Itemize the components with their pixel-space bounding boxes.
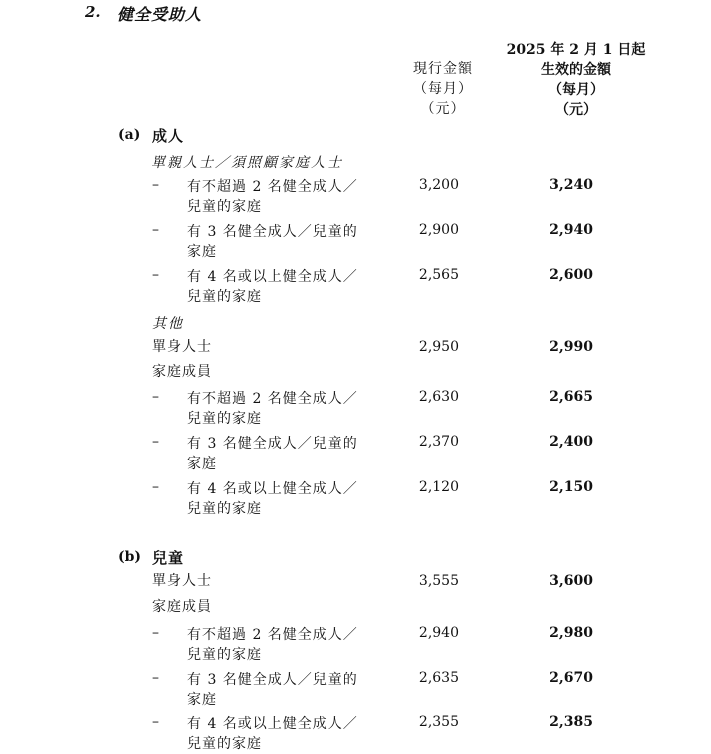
dash: – <box>152 670 159 686</box>
row-label-line: 兒童的家庭 <box>187 501 262 517</box>
dash: – <box>152 267 159 283</box>
row-label-line: 家庭 <box>187 692 217 708</box>
row-label-line: 家庭 <box>187 456 217 472</box>
row-label-line: 有 4 名或以上健全成人／ <box>187 481 358 497</box>
row-label-line: 兒童的家庭 <box>187 289 262 305</box>
value-new: 3,600 <box>549 573 593 589</box>
subsection-a-label: (a) <box>118 127 141 143</box>
value-current: 2,370 <box>418 434 459 450</box>
value-current: 2,630 <box>418 389 459 405</box>
column-header-current-line: （每月） <box>413 81 473 97</box>
row-label-line: 有 4 名或以上健全成人／ <box>187 269 358 285</box>
value-new: 2,990 <box>549 339 593 355</box>
dash: – <box>152 479 159 495</box>
row-label <box>187 389 358 429</box>
value-current: 2,950 <box>418 339 459 355</box>
section-title: 健全受助人 <box>117 5 203 24</box>
dash: – <box>152 714 159 730</box>
dash: – <box>152 222 159 238</box>
row-label <box>187 670 358 710</box>
dash: – <box>152 625 159 641</box>
column-header-new-line: 2025 年 2 月 1 日起 <box>506 42 646 58</box>
row-label-line: 有 3 名健全成人／兒童的 <box>187 224 358 240</box>
row-label-line: 兒童的家庭 <box>187 647 262 663</box>
value-current: 2,565 <box>418 267 459 283</box>
value-new: 2,400 <box>549 434 593 450</box>
category-others: 其他 <box>152 316 184 332</box>
row-family-members: 家庭成員 <box>152 599 212 615</box>
row-label-line: 有 3 名健全成人／兒童的 <box>187 436 358 452</box>
value-current: 2,635 <box>418 670 459 686</box>
row-label-line: 兒童的家庭 <box>187 411 262 427</box>
value-new: 2,600 <box>549 267 593 283</box>
row-label <box>187 479 358 519</box>
dash: – <box>152 434 159 450</box>
row-label-line: 兒童的家庭 <box>187 736 262 752</box>
subsection-b-title: 兒童 <box>152 549 185 567</box>
value-current: 2,120 <box>418 479 459 495</box>
column-header-current-line: （元） <box>420 101 466 117</box>
value-new: 2,670 <box>549 670 593 686</box>
category-single-parent: 單親人士／須照顧家庭人士 <box>151 155 343 171</box>
value-new: 2,385 <box>549 714 593 730</box>
column-header-current-line: 現行金額 <box>413 61 473 77</box>
row-label <box>187 434 358 474</box>
row-single-person: 單身人士 <box>152 339 212 355</box>
column-header-new-line: 生效的金額 <box>541 62 611 78</box>
value-current: 3,555 <box>418 573 459 589</box>
row-label <box>187 625 358 665</box>
column-header-current <box>398 59 488 119</box>
column-header-new-line: （元） <box>555 102 597 118</box>
row-label <box>187 177 358 217</box>
row-family-members: 家庭成員 <box>152 364 212 380</box>
column-header-new <box>496 40 656 120</box>
subsection-a-title: 成人 <box>152 127 185 145</box>
value-current: 3,200 <box>418 177 459 193</box>
dash: – <box>152 177 159 193</box>
row-label-line: 家庭 <box>187 244 217 260</box>
subsection-b-label: (b) <box>118 549 142 565</box>
value-current: 2,940 <box>418 625 459 641</box>
column-header-new-line: （每月） <box>548 82 604 98</box>
row-label-line: 兒童的家庭 <box>187 199 262 215</box>
value-new: 2,980 <box>549 625 593 641</box>
row-label-line: 有 4 名或以上健全成人／ <box>187 716 358 732</box>
section-number: 2. <box>85 3 101 21</box>
row-label-line: 有不超過 2 名健全成人／ <box>187 179 358 195</box>
row-label <box>187 267 358 307</box>
value-new: 2,940 <box>549 222 593 238</box>
row-label <box>187 714 358 754</box>
value-new: 2,150 <box>549 479 593 495</box>
row-label <box>187 222 358 262</box>
row-single-person: 單身人士 <box>152 573 212 589</box>
value-current: 2,355 <box>418 714 459 730</box>
row-label-line: 有不超過 2 名健全成人／ <box>187 391 358 407</box>
value-new: 3,240 <box>549 177 593 193</box>
dash: – <box>152 389 159 405</box>
row-label-line: 有不超過 2 名健全成人／ <box>187 627 358 643</box>
row-label-line: 有 3 名健全成人／兒童的 <box>187 672 358 688</box>
value-new: 2,665 <box>549 389 593 405</box>
value-current: 2,900 <box>418 222 459 238</box>
